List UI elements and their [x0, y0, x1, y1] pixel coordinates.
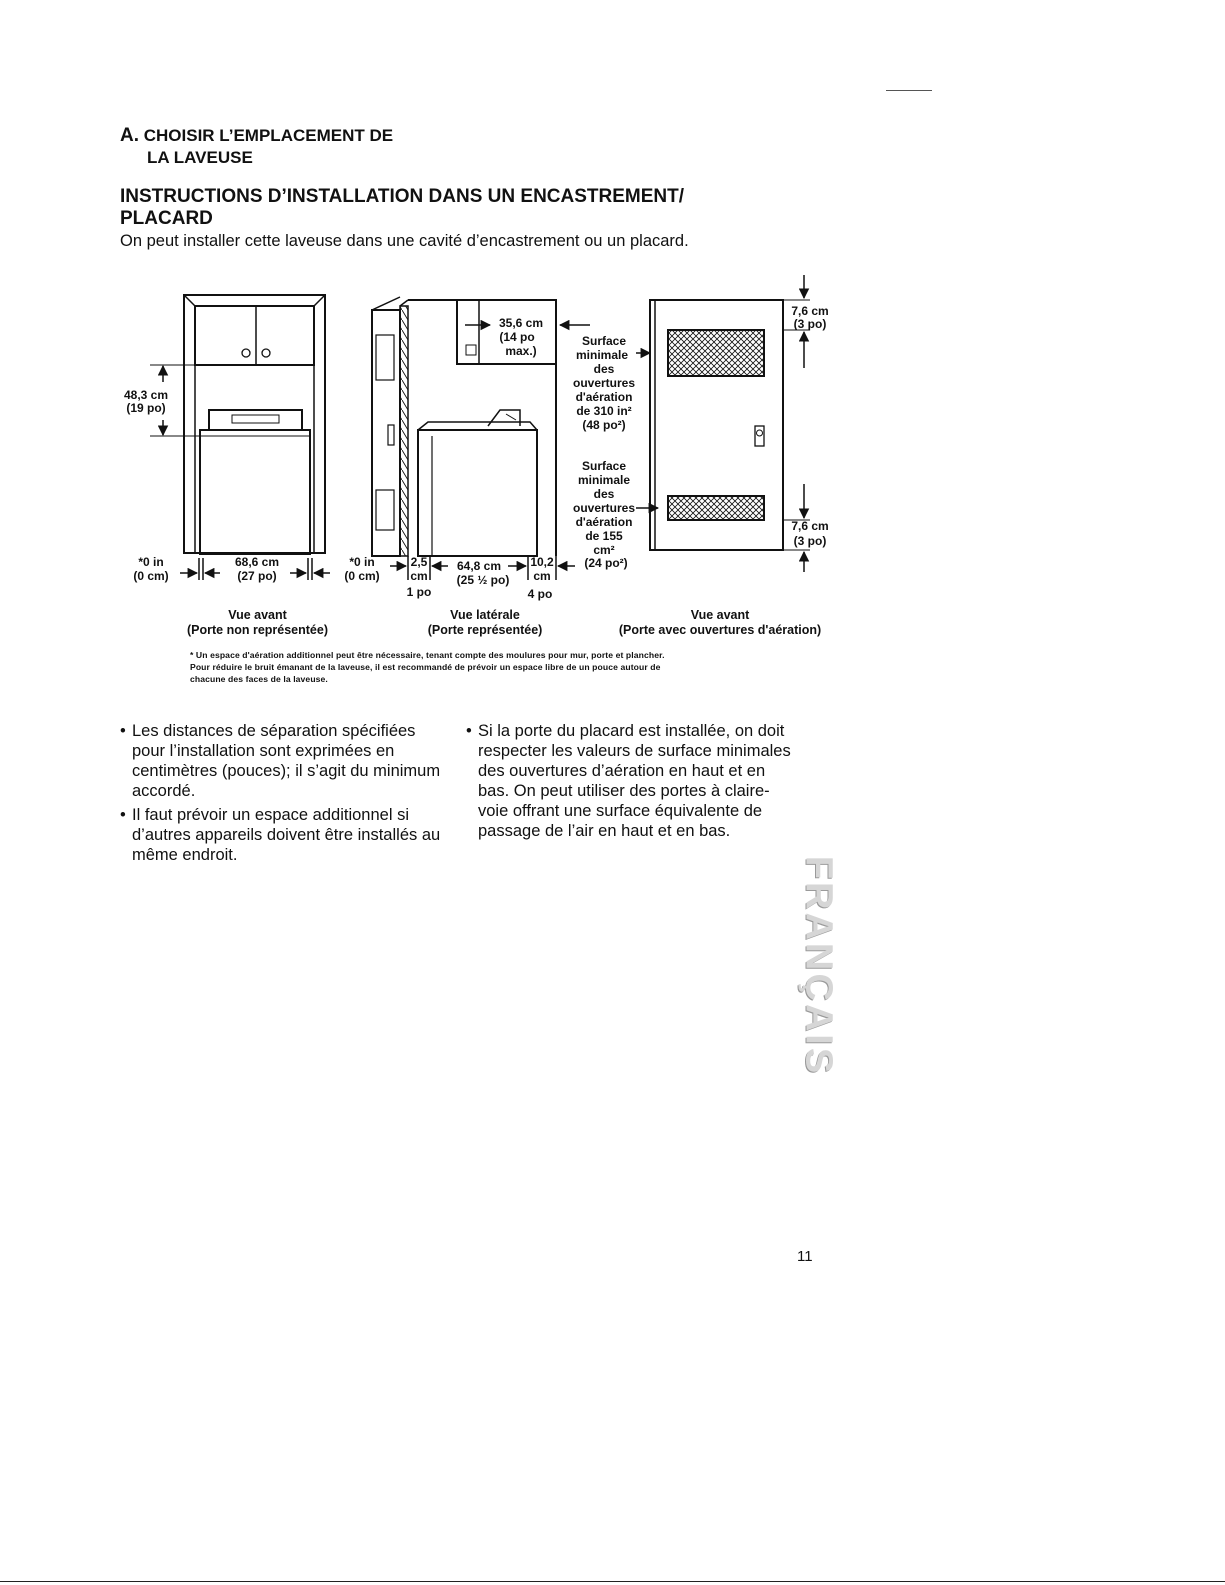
shelf-in: (14 po [499, 330, 535, 344]
caption-side-l1: Vue latérale [450, 608, 520, 622]
footnote-line2: Pour réduire le bruit émanant de la laveuse, il est recommandé de prévoir un espace libre de un pouce autour de [190, 662, 661, 672]
vent-bottom-l6: de 155 [585, 529, 623, 543]
vent-bottom-label [573, 459, 635, 570]
top-gap-in: (3 po) [793, 317, 827, 331]
side-view-labels [407, 316, 554, 601]
dim-side-left-cm: (0 cm) [133, 569, 169, 583]
vent-bottom-l3: des [593, 487, 615, 501]
vent-bottom-l5: d'aération [575, 515, 633, 529]
subsection-title-line2: PLACARD [120, 208, 213, 229]
vent-bottom-l2: minimale [577, 473, 631, 487]
dim-side-right-in: *0 in [349, 555, 375, 569]
vent-bottom-l8: (24 po²) [584, 556, 628, 570]
installation-diagram [0, 270, 1225, 650]
caption-front-no-door [150, 608, 365, 638]
subsection-title [120, 186, 820, 230]
caption-front-no-door-l2: (Porte non représentée) [186, 623, 328, 637]
vent-top-l5: d'aération [575, 390, 633, 404]
front-view-door-vents [650, 275, 810, 572]
section-title-line2: LA LAVEUSE [147, 148, 253, 167]
gap-back-cm-2: cm [533, 569, 551, 583]
gap-front-cm-2: cm [410, 569, 428, 583]
shelf-cm: 35,6 cm [498, 316, 544, 330]
vent-top-l7: (48 po²) [582, 418, 626, 432]
shelf-max: max.) [505, 344, 537, 358]
subsection-title-line1: INSTRUCTIONS D’INSTALLATION DANS UN ENCASTREMENT/ [120, 186, 685, 207]
top-gap-cm: 7,6 cm [791, 304, 829, 318]
top-rule [886, 90, 932, 91]
bullet-item: • Si la porte du placard est installée, on doit respecter les valeurs de surface minimales des ouvertures d’aération en haut et en bas. On peut utiliser des portes à claire-voie offrant une surface équivalente de passage de l’air en haut et en bas. [466, 721, 796, 841]
language-tab-label: FRANÇAIS [797, 855, 840, 1076]
vent-bottom-l4: ouvertures [572, 501, 636, 515]
bullets-right [466, 721, 796, 845]
caption-side [385, 608, 585, 638]
section-letter: A. [120, 125, 139, 146]
bullets-left [120, 721, 445, 869]
vent-top-label [573, 334, 635, 432]
bottom-rule [0, 1581, 1225, 1582]
dim-side-left-in: *0 in [138, 555, 164, 569]
section-title-line1: CHOISIR L’EMPLACEMENT DE [143, 126, 394, 145]
bullet-item: • Il faut prévoir un espace additionnel si d’autres appareils doivent être installés au même endroit. [120, 805, 445, 865]
dim-width-in: (27 po) [237, 569, 277, 583]
caption-front-no-door-l1: Vue avant [228, 608, 287, 622]
gap-back-in: 4 po [527, 587, 553, 601]
vent-top-l1: Surface [581, 334, 627, 348]
vent-top-l4: ouvertures [572, 376, 636, 390]
depth-cm: 64,8 cm [456, 559, 502, 573]
bottom-gap-in: (3 po) [793, 534, 827, 548]
vent-top-l6: de 310 in² [576, 404, 632, 418]
bottom-gap-cm: 7,6 cm [791, 519, 829, 533]
dim-height-in: (19 po) [126, 401, 166, 415]
dim-height-cm: 48,3 cm [123, 388, 169, 402]
footnote-line1: * Un espace d'aération additionnel peut être nécessaire, tenant compte des moulures pour mur, porte et plancher. [190, 650, 665, 660]
footnote [190, 649, 665, 685]
dim-side-right-cm: (0 cm) [344, 569, 380, 583]
caption-front-door-l1: Vue avant [690, 608, 750, 622]
dim-width-cm: 68,6 cm [234, 555, 280, 569]
front-view-no-door [150, 295, 330, 580]
vent-bottom-l7: cm² [593, 543, 615, 557]
section-title [120, 125, 393, 169]
gap-back-cm-1: 10,2 [530, 555, 554, 569]
language-tab [795, 855, 841, 1076]
gap-front-cm-1: 2,5 [410, 555, 428, 569]
page-number: 11 [797, 1248, 813, 1265]
vent-top-l3: des [593, 362, 615, 376]
front-view-door-labels [791, 304, 828, 548]
caption-front-door [600, 608, 840, 638]
bullet-item: • Les distances de séparation spécifiées pour l’installation sont exprimées en centimètres (pouces); il s’agit du minimum accordé. [120, 721, 445, 801]
gap-front-in: 1 po [406, 585, 432, 599]
caption-front-door-l2: (Porte avec ouvertures d'aération) [618, 623, 822, 637]
depth-in: (25 ½ po) [456, 573, 510, 587]
vent-bottom-l1: Surface [581, 459, 627, 473]
vent-top-l2: minimale [575, 348, 629, 362]
footnote-line3: chacune des faces de la laveuse. [190, 674, 328, 684]
caption-side-l2: (Porte représentée) [427, 623, 543, 637]
intro-text: On peut installer cette laveuse dans une cavité d’encastrement ou un placard. [120, 232, 689, 250]
